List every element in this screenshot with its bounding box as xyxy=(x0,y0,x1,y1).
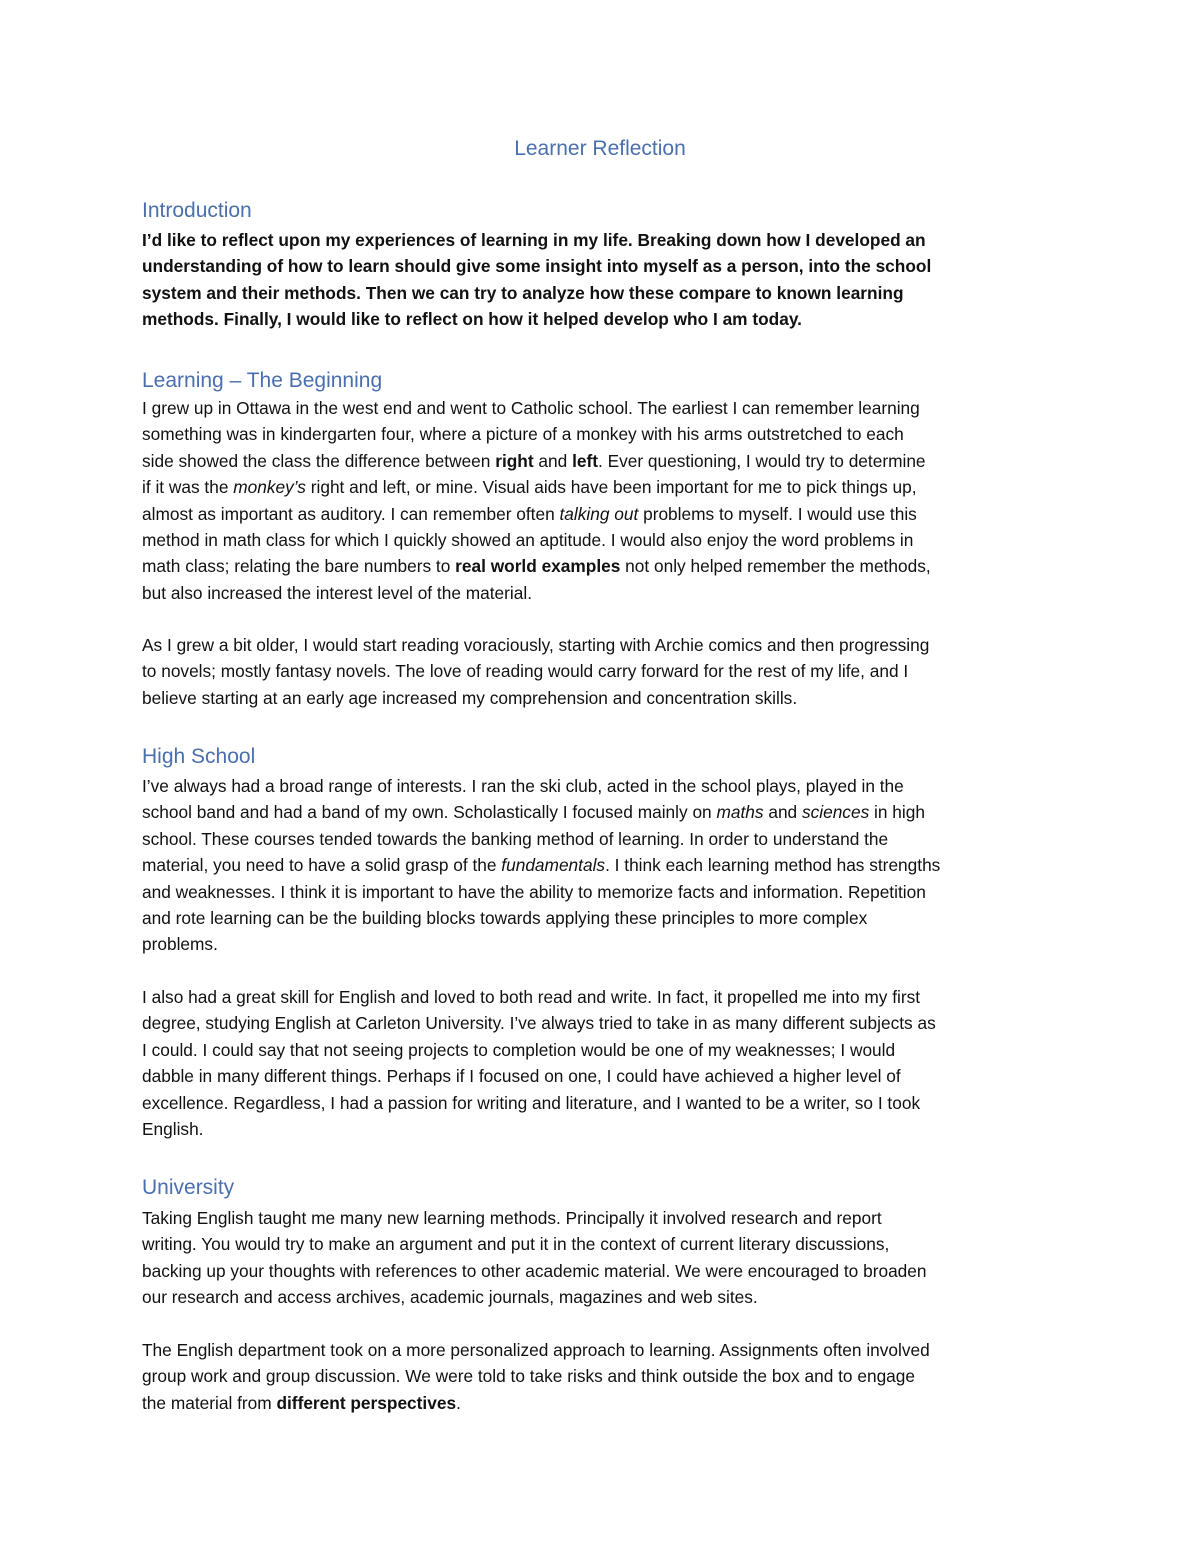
university-paragraph-2 xyxy=(142,1337,1062,1416)
beginning-paragraph-1 xyxy=(142,395,1062,606)
text-run: and xyxy=(763,802,802,823)
text-line: Taking English taught me many new learning methods. Principally it involved research and report xyxy=(142,1208,882,1228)
highschool-paragraph-1 xyxy=(142,773,1062,958)
text-line: I also had a great skill for English and loved to both read and write. In fact, it propelled me into my first xyxy=(142,987,921,1007)
text-line: English. xyxy=(142,1119,204,1140)
text-run: in high xyxy=(869,802,925,823)
introduction-paragraph xyxy=(142,227,1062,333)
text-run: and xyxy=(533,450,573,471)
text-run: school band and had a band of my own. Scholastically I focused mainly on xyxy=(142,802,717,823)
text-run: problems to myself. I would use this xyxy=(638,503,917,524)
text-run: if it was the xyxy=(142,477,234,498)
text-run: . Ever questioning, I would try to determine xyxy=(597,450,926,471)
text-run: math class; relating the bare numbers to xyxy=(142,556,456,577)
text-run: . I think each learning method has strengths xyxy=(605,855,941,876)
text-line: group work and group discussion. We were told to take risks and think outside the box and to engage xyxy=(142,1366,916,1387)
text-line: method in math class for which I quickly showed an aptitude. I would also enjoy the word problems in xyxy=(142,530,914,551)
emphasis-sciences: sciences xyxy=(801,802,870,823)
emphasis-maths: maths xyxy=(716,802,764,823)
heading-introduction: Introduction xyxy=(142,199,252,222)
beginning-paragraph-2 xyxy=(142,632,1062,711)
text-line: system and their methods. Then we can try to analyze how these compare to known learning xyxy=(142,282,904,303)
text-run: side showed the class the difference between xyxy=(142,450,496,471)
heading-high-school: High School xyxy=(142,745,256,768)
emphasis-real-world: real world examples xyxy=(455,556,621,577)
heading-university: University xyxy=(142,1176,235,1199)
text-line: degree, studying English at Carleton University. I’ve always tried to take in as many different subjects as xyxy=(142,1013,936,1034)
document-title: Learner Reflection xyxy=(514,137,686,160)
emphasis-fundamentals: fundamentals xyxy=(501,855,606,876)
highschool-paragraph-2 xyxy=(142,984,1062,1142)
text-line xyxy=(142,799,1062,825)
emphasis-different-perspectives: different perspectives xyxy=(276,1392,457,1413)
text-line xyxy=(142,852,1062,878)
text-line: I grew up in Ottawa in the west end and went to Catholic school. The earliest I can remember learning xyxy=(142,398,920,418)
text-line xyxy=(142,501,1062,527)
text-run: right and left, or mine. Visual aids have been important for me to pick things up, xyxy=(305,477,917,498)
text-line xyxy=(142,553,1062,579)
text-line: understanding of how to learn should give some insight into myself as a person, into the school xyxy=(142,256,932,277)
text-line: As I grew a bit older, I would start reading voraciously, starting with Archie comics and then progressing xyxy=(142,635,930,655)
text-line: believe starting at an early age increased my comprehension and concentration skills. xyxy=(142,687,798,708)
text-line: writing. You would try to make an argument and put it in the context of current literary discussions, xyxy=(142,1234,890,1255)
text-line: but also increased the interest level of the material. xyxy=(142,582,533,603)
text-line: I could. I could say that not seeing projects to completion would be one of my weaknesses; I would xyxy=(142,1039,896,1060)
text-run: not only helped remember the methods, xyxy=(620,556,931,577)
university-paragraph-1 xyxy=(142,1205,1062,1311)
text-run: the material from xyxy=(142,1392,277,1413)
text-line: I’ve always had a broad range of interests. I ran the ski club, acted in the school plays, played in the xyxy=(142,776,904,796)
text-line xyxy=(142,448,1062,474)
emphasis-monkeys: monkey’s xyxy=(233,477,306,498)
text-run: almost as important as auditory. I can remember often xyxy=(142,503,560,524)
emphasis-talking-out: talking out xyxy=(559,503,639,524)
text-line: I’d like to reflect upon my experiences of learning in my life. Breaking down how I developed an xyxy=(142,230,926,250)
text-line: excellence. Regardless, I had a passion for writing and literature, and I wanted to be a writer, so I took xyxy=(142,1092,921,1113)
text-run: material, you need to have a solid grasp of the xyxy=(142,855,502,876)
emphasis-right: right xyxy=(495,450,534,471)
heading-learning-beginning: Learning – The Beginning xyxy=(142,369,383,392)
text-line: to novels; mostly fantasy novels. The love of reading would carry forward for the rest of my life, and I xyxy=(142,661,909,682)
text-line: methods. Finally, I would like to reflect on how it helped develop who I am today. xyxy=(142,309,802,330)
text-line: backing up your thoughts with references to other academic material. We were encouraged to broaden xyxy=(142,1260,927,1281)
text-line: school. These courses tended towards the banking method of learning. In order to understand the xyxy=(142,828,889,849)
text-line: something was in kindergarten four, where a picture of a monkey with his arms outstretched to each xyxy=(142,424,904,445)
text-line: The English department took on a more personalized approach to learning. Assignments often involved xyxy=(142,1340,930,1360)
text-line xyxy=(142,1390,1062,1416)
text-line: and weaknesses. I think it is important to have the ability to memorize facts and information. Repetition xyxy=(142,881,926,902)
text-line: dabble in many different things. Perhaps if I focused on one, I could have achieved a higher level of xyxy=(142,1066,901,1087)
text-line xyxy=(142,474,1062,500)
emphasis-left: left xyxy=(572,450,598,471)
text-run: . xyxy=(456,1392,461,1413)
text-line: problems. xyxy=(142,934,218,955)
text-line: our research and access archives, academic journals, magazines and web sites. xyxy=(142,1287,758,1308)
text-line: and rote learning can be the building blocks towards applying these principles to more complex xyxy=(142,908,868,929)
